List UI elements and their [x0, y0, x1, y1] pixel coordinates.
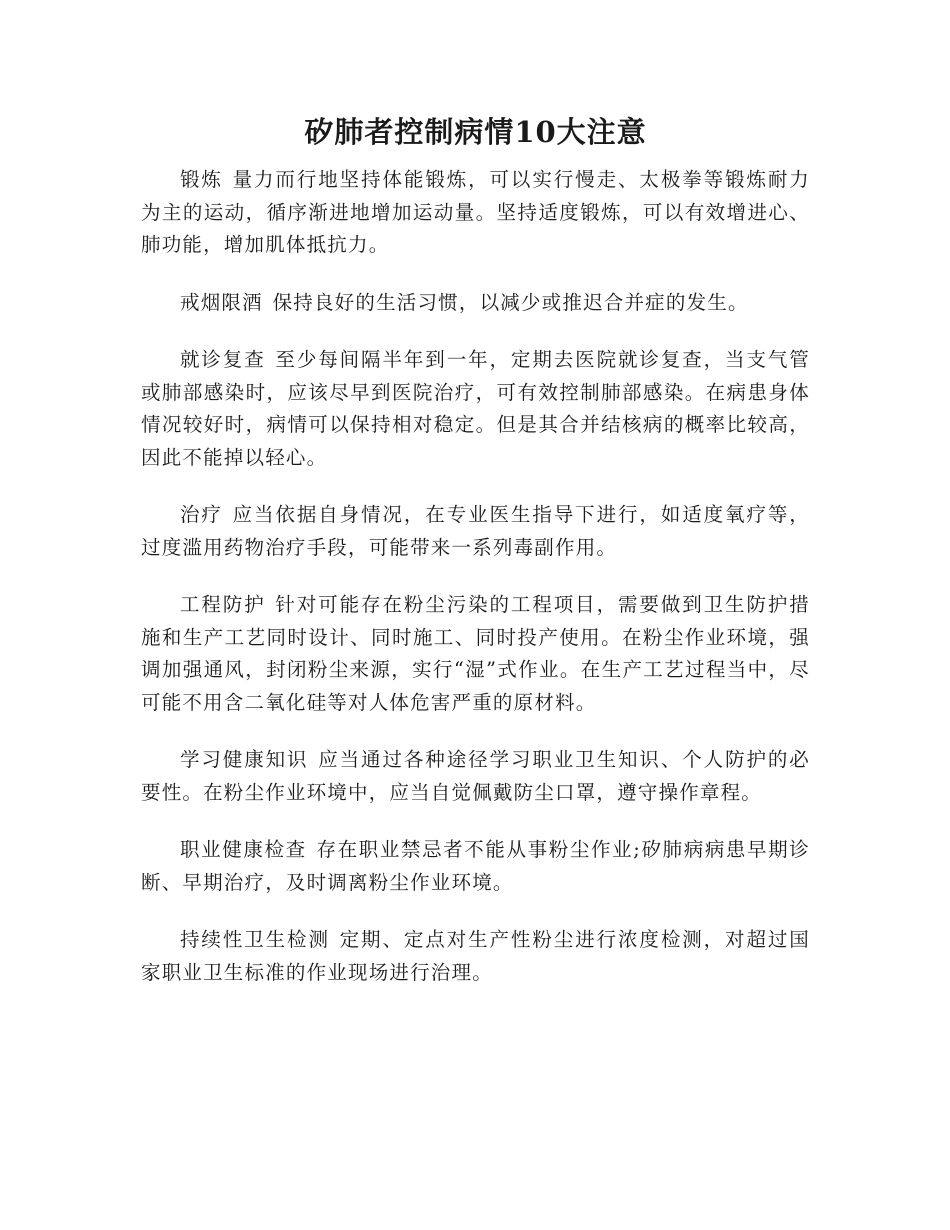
- section-heading: 就诊复查: [180, 348, 266, 371]
- section-occupational-exam: [141, 834, 810, 899]
- section-hygiene-monitoring: [141, 924, 810, 989]
- section-heading: 工程防护: [180, 593, 266, 616]
- section-treatment: [141, 499, 810, 564]
- section-text: 针对可能存在粉尘污染的工程项目，需要做到卫生防护措施和生产工艺同时设计、同时施工、同时投产使用。在粉尘作业环境，强调加强通风，封闭粉尘来源，实行“湿”式作业。在生产工艺过程当中，尽可能不用含二氧化硅等对人体危害严重的原材料。: [141, 593, 810, 714]
- section-text: 存在职业禁忌者不能从事粉尘作业;矽肺病病患早期诊断、早期治疗，及时调离粉尘作业环境。: [141, 838, 810, 894]
- section-heading: 治疗: [180, 503, 223, 526]
- section-heading: 持续性卫生检测: [180, 928, 330, 951]
- section-engineering-protection: [141, 589, 810, 719]
- document-title: 矽肺者控制病情10大注意: [304, 115, 647, 149]
- section-health-knowledge: [141, 744, 810, 809]
- section-quit-smoking: [141, 287, 810, 320]
- section-checkup: [141, 344, 810, 474]
- section-heading: 学习健康知识: [180, 748, 309, 771]
- section-text: 应当依据自身情况，在专业医生指导下进行，如适度氧疗等，过度滥用药物治疗手段，可能带来一系列毒副作用。: [141, 503, 810, 559]
- section-text: 定期、定点对生产性粉尘进行浓度检测，对超过国家职业卫生标准的作业现场进行治理。: [141, 928, 810, 984]
- section-text: 至少每间隔半年到一年，定期去医院就诊复查，当支气管或肺部感染时，应该尽早到医院治疗，可有效控制肺部感染。在病患身体情况较好时，病情可以保持相对稳定。但是其合并结核病的概率比较高，因此不能掉以轻心。: [141, 348, 810, 469]
- section-exercise: [141, 164, 810, 262]
- section-heading: 职业健康检查: [180, 838, 307, 861]
- section-text: 保持良好的生活习惯，以减少或推迟合并症的发生。: [272, 290, 749, 314]
- section-heading: 锻炼: [180, 168, 223, 191]
- section-text: 量力而行地坚持体能锻炼，可以实行慢走、太极拳等锻炼耐力为主的运动，循序渐进地增加运动量。坚持适度锻炼，可以有效增进心、肺功能，增加肌体抵抗力。: [141, 168, 810, 256]
- section-text: 应当通过各种途径学习职业卫生知识、个人防护的必要性。在粉尘作业环境中，应当自觉佩戴防尘口罩，遵守操作章程。: [141, 748, 810, 804]
- section-heading: 戒烟限酒: [180, 290, 263, 314]
